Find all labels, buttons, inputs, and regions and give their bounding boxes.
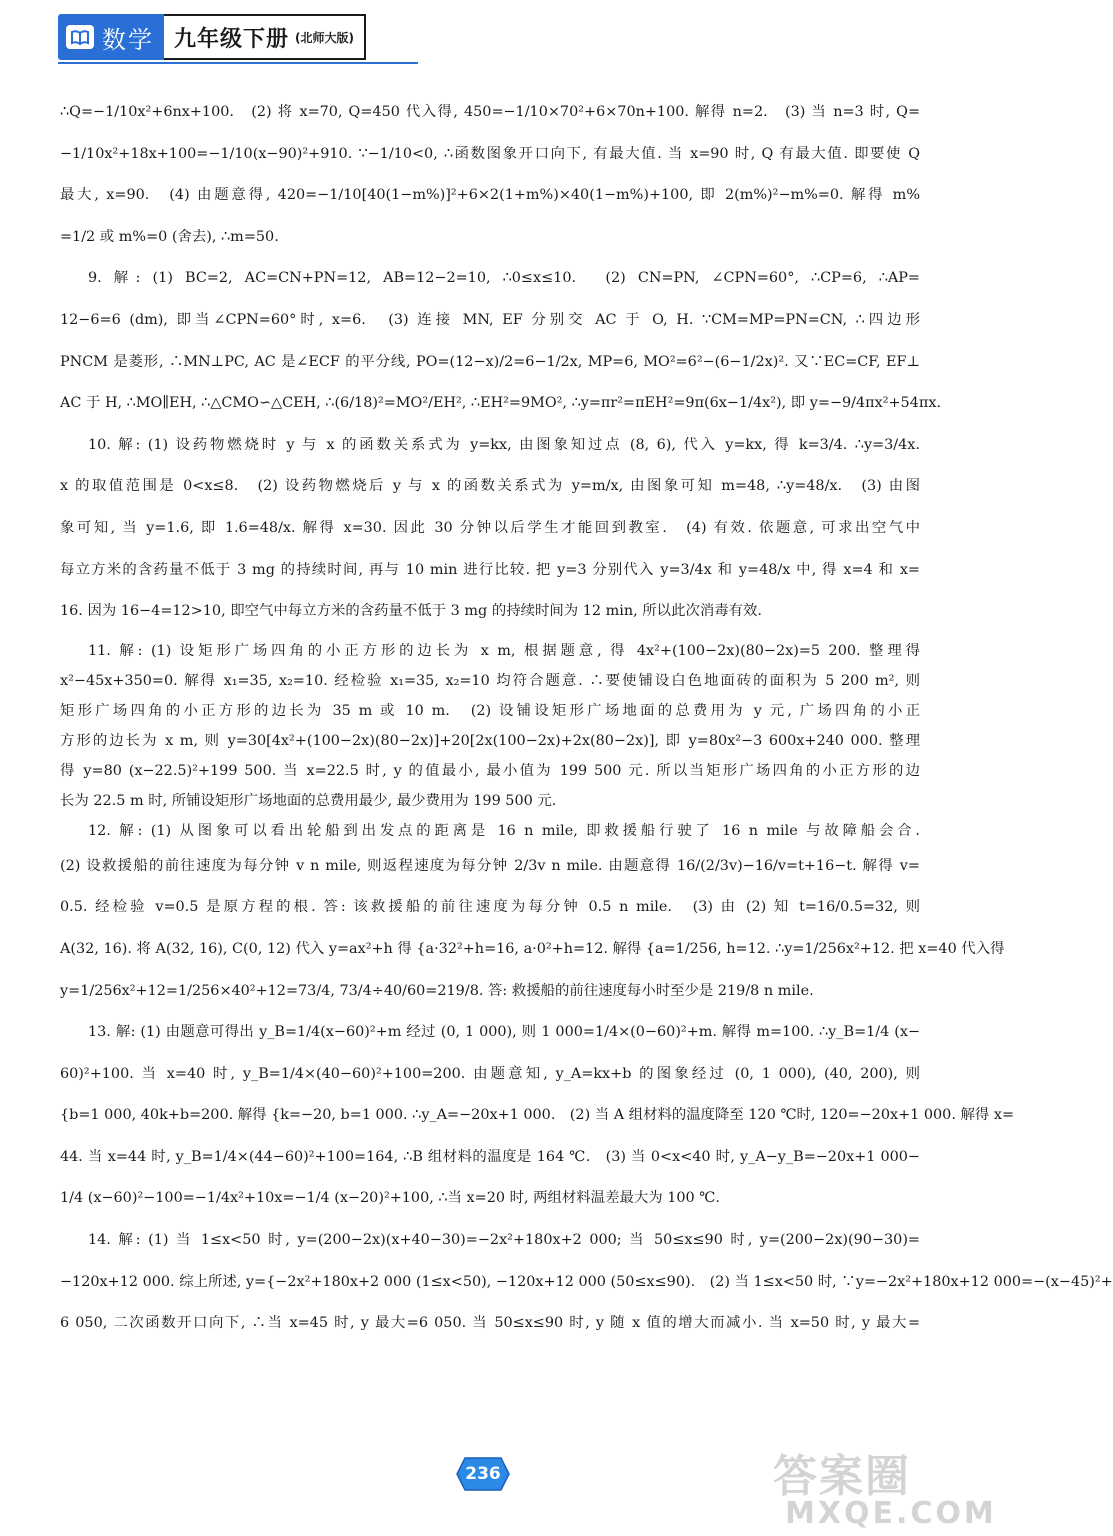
text-line: −1/10x²+18x+100=−1/10(x−90)²+910. ∵−1/10<0, ∴函数图象开口向下, 有最大值. 当 x=90 时, Q 有最大值. 即要使 Q	[60, 145, 920, 162]
text-line: 10. 解: (1) 设药物燃烧时 y 与 x 的函数关系式为 y=kx, 由图象知过点 (8, 6), 代入 y=kx, 得 k=3/4. ∴y=3/4x.	[88, 436, 920, 453]
text-line: 象可知, 当 y=1.6, 即 1.6=48/x. 解得 x=30. 因此 30 分钟以后学生才能回到教室. (4) 有效. 依题意, 可求出空气中	[60, 519, 920, 536]
subject-label: 数学	[102, 25, 154, 54]
text-line: 9. 解: (1) BC=2, AC=CN+PN=12, AB=12−2=10, ∴0≤x≤10. (2) CN=PN, ∠CPN=60°, ∴CP=6, ∴AP=	[88, 270, 920, 287]
text-line: 矩形广场四角的小正方形的边长为 35 m 或 10 m. (2) 设铺设矩形广场地面的总费用为 y 元, 广场四角的小正	[60, 702, 920, 719]
watermark	[755, 1440, 997, 1536]
page-number: 236	[465, 1464, 501, 1484]
text-line: =1/2 或 m%=0 (舍去), ∴m=50.	[60, 228, 279, 245]
text-line: PNCM 是菱形, ∴MN⊥PC, AC 是∠ECF 的平分线, PO=(12−x)/2=6−1/2x, MP=6, MO²=6²−(6−1/2x)². 又∵EC=CF, EF⊥	[60, 353, 920, 370]
text-line: 得 y=80 (x−22.5)²+199 500. 当 x=22.5 时, y 的值最小, 最小值为 199 500 元. 所以当矩形广场四角的小正方形的边	[60, 762, 920, 779]
text-line: 1/4 (x−60)²−100=−1/4x²+10x=−1/4 (x−20)²+100, ∴当 x=20 时, 两组材料温差最大为 100 ℃.	[60, 1190, 720, 1207]
text-line: (2) 设救援船的前往速度为每分钟 v n mile, 则返程速度为每分钟 2/3v n mile. 由题意得 16/(2/3v)−16/v=t+16−t. 解得 v=	[60, 857, 920, 874]
text-line: 每立方米的含药量不低于 3 mg 的持续时间, 再与 10 min 进行比较. 把 y=3 分别代入 y=3/4x 和 y=48/x 中, 得 x=4 和 x=	[60, 561, 920, 578]
text-line: 12−6=6 (dm), 即当∠CPN=60°时, x=6. (3) 连接 MN, EF 分别交 AC 于 O, H. ∵CM=MP=PN=CN, ∴四边形	[60, 311, 920, 328]
text-line: {b=1 000, 40k+b=200. 解得 {k=−20, b=1 000. ∴y_A=−20x+1 000. (2) 当 A 组材料的温度降至 120 ℃时, 120=−20x+1 000. 解得 x=	[60, 1107, 1015, 1124]
book-title: 九年级下册	[174, 26, 290, 52]
text-line: 16. 因为 16−4=12>10, 即空气中每立方米的含药量不低于 3 mg 的持续时间为 12 min, 所以此次消毒有效.	[60, 603, 762, 620]
text-line: 60)²+100. 当 x=40 时, y_B=1/4×(40−60)²+100=200. 由题意知, y_A=kx+b 的图象经过 (0, 1 000), (40, 200), 则	[60, 1065, 920, 1082]
text-line: ∴Q=−1/10x²+6nx+100. (2) 将 x=70, Q=450 代入得, 450=−1/10×70²+6×70n+100. 解得 n=2. (3) 当 n=3 时, Q=	[60, 104, 920, 120]
watermark-bottom: MXQE.COM	[785, 1496, 997, 1531]
text-line: 44. 当 x=44 时, y_B=1/4×(44−60)²+100=164, ∴B 组材料的温度是 164 ℃. (3) 当 0<x<40 时, y_A−y_B=−20x+1 000−	[60, 1148, 920, 1165]
text-line: A(32, 16). 将 A(32, 16), C(0, 12) 代入 y=ax²+h 得 {a·32²+h=16, a·0²+h=12. 解得 {a=1/256, h=12. ∴y=1/256x²+12. 把 x=40 代入得	[60, 940, 1005, 957]
subject-tab	[58, 14, 164, 60]
text-line: −120x+12 000. 综上所述, y={−2x²+180x+2 000 (1≤x<50), −120x+12 000 (50≤x≤90). (2) 当 1≤x<50 时, ∵y=−2x²+180x+12 000=−(x−45)²+	[60, 1273, 1113, 1290]
text-line: 6 050, 二次函数开口向下, ∴当 x=45 时, y 最大=6 050. 当 50≤x≤90 时, y 随 x 值的增大而减小. 当 x=50 时, y 最大=	[60, 1315, 920, 1332]
text-line: x²−45x+350=0. 解得 x₁=35, x₂=10. 经检验 x₁=35, x₂=10 均符合题意. ∴要使铺设白色地面砖的面积为 5 200 m², 则	[60, 672, 920, 689]
text-line: 最大, x=90. (4) 由题意得, 420=−1/10[40(1−m%)]²+6×2(1+m%)×40(1−m%)+100, 即 2(m%)²−m%=0. 解得 m%	[60, 187, 920, 204]
text-line: AC 于 H, ∴MO∥EH, ∴△CMO∽△CEH, ∴(6/18)²=MO²/EH², ∴EH²=9MO², ∴y=πr²=πEH²=9π(6x−1/4x²), 即 y=−9/4πx²+54πx.	[60, 395, 942, 412]
answer-text	[60, 92, 1113, 1345]
text-line: 方形的边长为 x m, 则 y=30[4x²+(100−2x)(80−2x)]+20[2x(100−2x)+2x(80−2x)], 即 y=80x²−3 600x+240 000. 整理	[60, 732, 920, 749]
text-line: 13. 解: (1) 由题意可得出 y_B=1/4(x−60)²+m 经过 (0, 1 000), 则 1 000=1/4×(0−60)²+m. 解得 m=100. ∴y_B=1/4 (x−	[88, 1024, 920, 1041]
book-icon	[66, 25, 94, 49]
text-line: x 的取值范围是 0<x≤8. (2) 设药物燃烧后 y 与 x 的函数关系式为 y=m/x, 由图象可知 m=48, ∴y=48/x. (3) 由图	[60, 478, 920, 495]
text-line: 14. 解: (1) 当 1≤x<50 时, y=(200−2x)(x+40−30)=−2x²+180x+2 000; 当 50≤x≤90 时, y=(200−2x)(90−30)=	[88, 1232, 920, 1249]
book-edition: (北师大版)	[295, 30, 354, 45]
text-line: 长为 22.5 m 时, 所铺设矩形广场地面的总费用最少, 最少费用为 199 500 元.	[60, 792, 557, 809]
text-line: y=1/256x²+12=1/256×40²+12=73/4, 73/4÷40/60=219/8. 答: 救援船的前往速度每小时至少是 219/8 n mile.	[60, 982, 814, 999]
text-line: 11. 解: (1) 设矩形广场四角的小正方形的边长为 x m, 根据题意, 得 4x²+(100−2x)(80−2x)=5 200. 整理得	[88, 642, 920, 659]
header-rule	[58, 62, 418, 64]
page-number-badge	[455, 1456, 511, 1492]
text-line: 12. 解: (1) 从图象可以看出轮船到出发点的距离是 16 n mile, 即救援船行驶了 16 n mile 与故障船会合.	[88, 822, 920, 839]
page-header	[58, 14, 366, 60]
text-line: 0.5. 经检验 v=0.5 是原方程的根. 答: 该救援船的前往速度为每分钟 0.5 n mile. (3) 由 (2) 知 t=16/0.5=32, 则	[60, 899, 920, 916]
book-title-box	[164, 14, 366, 60]
watermark-top: 答案圈	[773, 1451, 911, 1502]
